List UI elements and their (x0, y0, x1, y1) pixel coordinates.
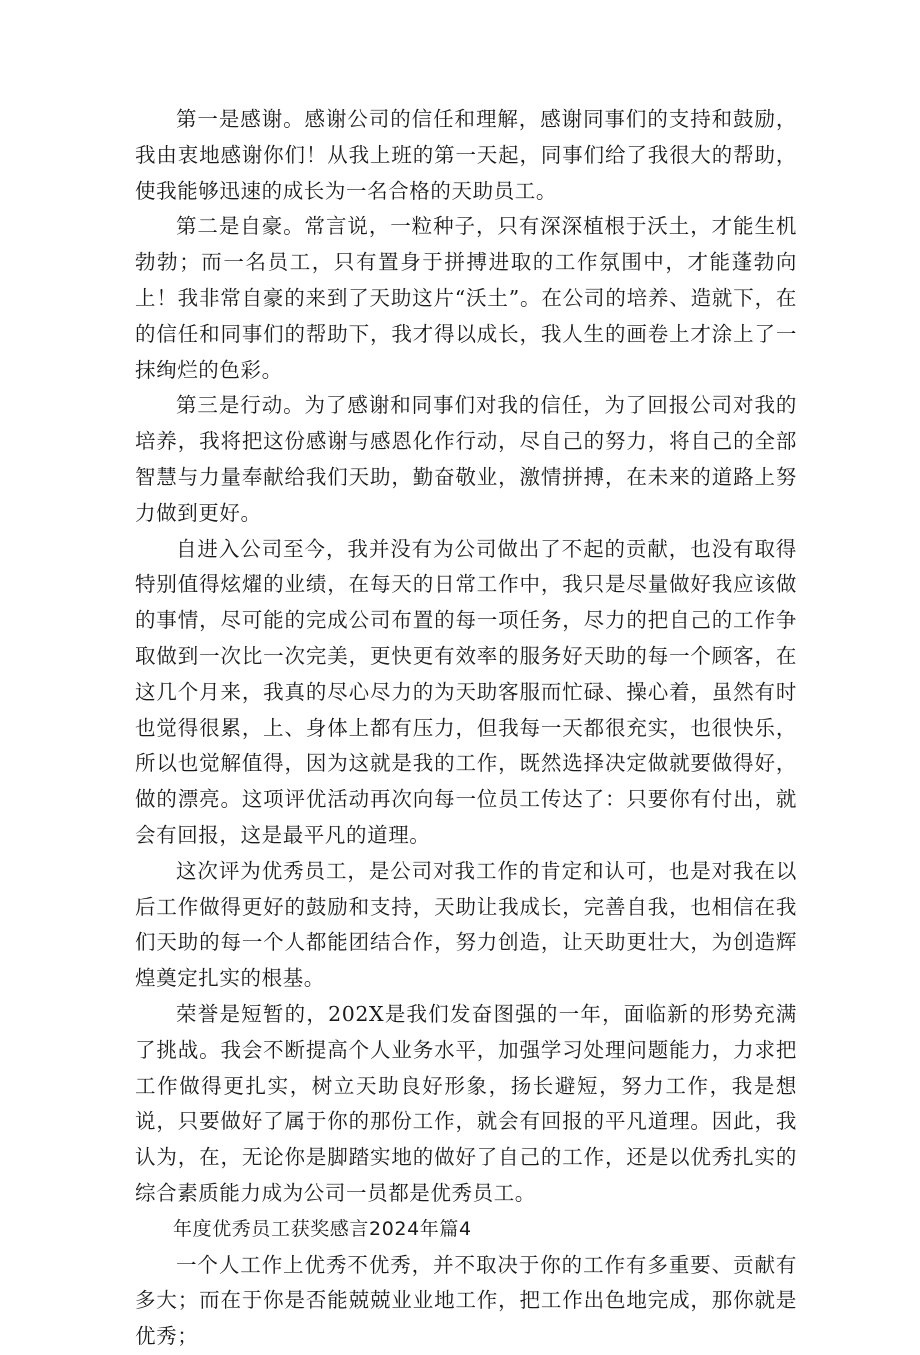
section-heading: 年度优秀员工获奖感言2024年篇4 (173, 1217, 472, 1240)
paragraph-excellence: 一个人工作上优秀不优秀，并不取决于你的工作有多重要、贡献有多大；而在于你是否能兢兢业业地工作，把工作出色地完成，那你就是优秀； (135, 1252, 797, 1349)
paragraph-honor: 荣誉是短暂的，202X是我们发奋图强的一年，面临新的形势充满了挑战。我会不断提高个人业务水平，加强学习处理问题能力，力求把工作做得更扎实，树立天助良好形象，扬长避短，努力工作，我是想说，只要做好了属于你的那份工作，就会有回报的平凡道理。因此，我认为，在，无论你是脚踏实地的做好了自己的工作，还是以优秀扎实的综合素质能力成为公司一员都是优秀员工。 (135, 1001, 797, 1205)
paragraph-pride: 第二是自豪。常言说，一粒种子，只有深深植根于沃土，才能生机勃勃；而一名员工，只有置身于拼搏进取的工作氛围中，才能蓬勃向上！我非常自豪的来到了天助这片“沃土”。在公司的培养、造就下，在的信任和同事们的帮助下，我才得以成长，我人生的画卷上才涂上了一抹绚烂的色彩。 (135, 214, 797, 382)
document-body (135, 102, 797, 1355)
paragraph-award-meaning: 这次评为优秀员工，是公司对我工作的肯定和认可，也是对我在以后工作做得更好的鼓励和支持，天助让我成长，完善自我，也相信在我们天助的每一个人都能团结合作，努力创造，让天助更壮大，为创造辉煌奠定扎实的根基。 (135, 858, 797, 991)
paragraph-gratitude: 第一是感谢。感谢公司的信任和理解，感谢同事们的支持和鼓励，我由衷地感谢你们！从我上班的第一天起，同事们给了我很大的帮助，使我能够迅速的成长为一名合格的天助员工。 (135, 107, 797, 203)
paragraph-work-review: 自进入公司至今，我并没有为公司做出了不起的贡献，也没有取得特别值得炫燿的业绩，在每天的日常工作中，我只是尽量做好我应该做的事情，尽可能的完成公司布置的每一项任务，尽力的把自己的工作争取做到一次比一次完美，更快更有效率的服务好天助的每一个顾客，在这几个月来，我真的尽心尽力的为天助客服而忙碌、操心着，虽然有时也觉得很累，上、身体上都有压力，但我每一天都很充实，也很快乐，所以也觉解值得，因为这就是我的工作，既然选择决定做就要做得好，做的漂亮。这项评优活动再次向每一位员工传达了：只要你有付出，就会有回报，这是最平凡的道理。 (135, 536, 797, 847)
paragraph-action: 第三是行动。为了感谢和同事们对我的信任，为了回报公司对我的培养，我将把这份感谢与感恩化作行动，尽自己的努力，将自己的全部智慧与力量奉献给我们天助，勤奋敬业，激情拼搏，在未来的道路上努力做到更好。 (135, 393, 797, 525)
